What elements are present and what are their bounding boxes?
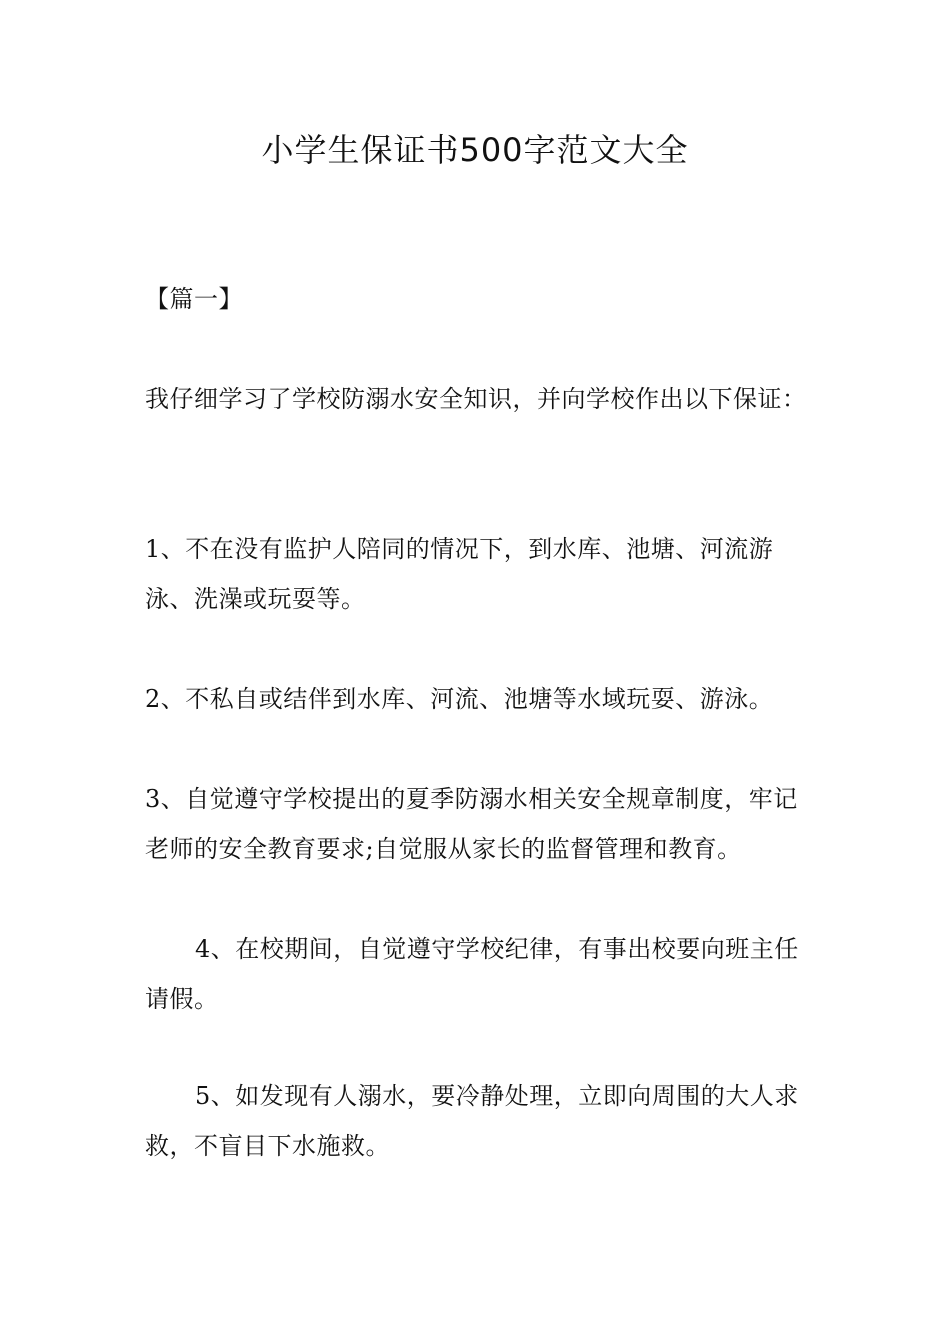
pledge-item-5: 5、如发现有人溺水，要冷静处理，立即向周围的大人求救，不盲目下水施救。 (145, 1082, 799, 1160)
section-heading: 【篇一】 (145, 285, 243, 313)
pledge-item-3: 3、自觉遵守学校提出的夏季防溺水相关安全规章制度，牢记老师的安全教育要求;自觉服从家长的监督管理和教育。 (145, 785, 798, 863)
pledge-item-2: 2、不私自或结伴到水库、河流、池塘等水域玩耍、游泳。 (145, 685, 774, 713)
document-title: 小学生保证书500字范文大全 (261, 131, 689, 169)
pledge-item-4: 4、在校期间，自觉遵守学校纪律，有事出校要向班主任请假。 (145, 935, 799, 1013)
intro-paragraph: 我仔细学习了学校防溺水安全知识，并向学校作出以下保证： (145, 385, 807, 413)
pledge-item-1: 1、不在没有监护人陪同的情况下，到水库、池塘、河流游泳、洗澡或玩耍等。 (145, 535, 774, 613)
